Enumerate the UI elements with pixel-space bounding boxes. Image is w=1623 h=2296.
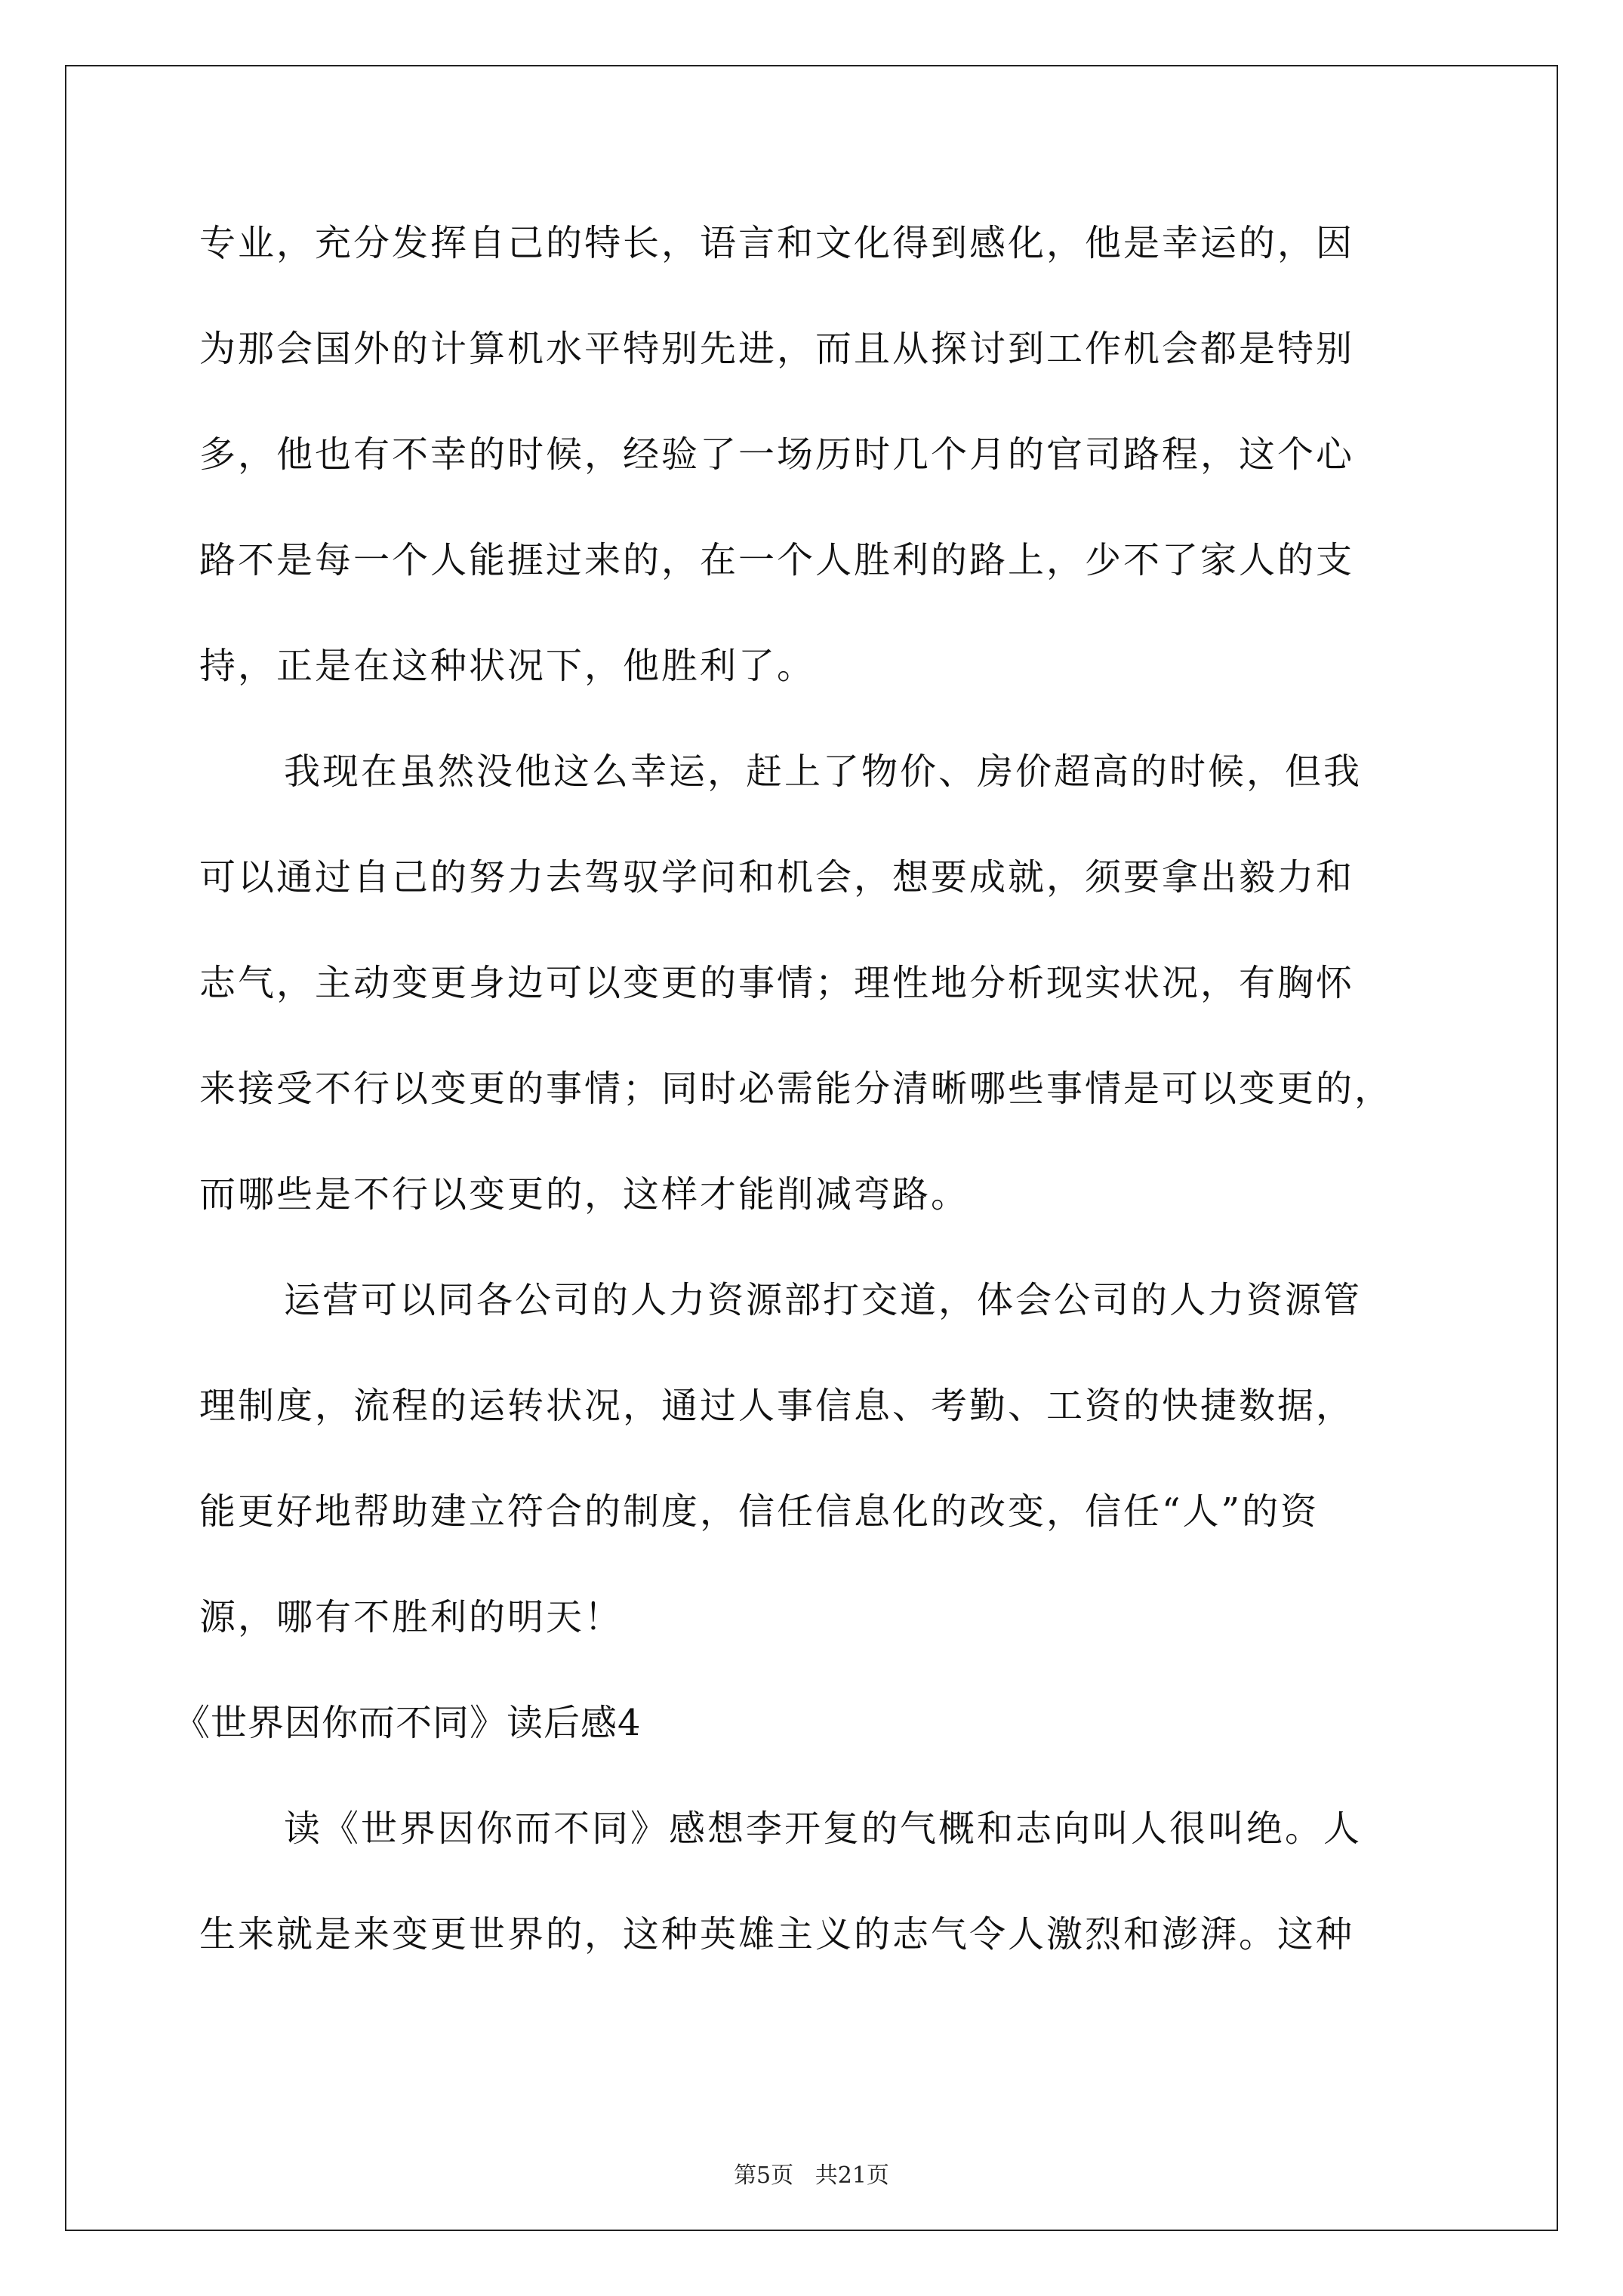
paragraph-line: 源，哪有不胜利的明天！: [199, 1596, 624, 1638]
paragraph-line: 来接受不行以变更的事情；同时必需能分清晰哪些事情是可以变更的，: [199, 1068, 1394, 1110]
paragraph-line: 持，正是在这种状况下，他胜利了。: [199, 645, 816, 687]
paragraph-line: 读《世界因你而不同》感想李开复的气概和志向叫人很叫绝。人: [284, 1808, 1363, 1850]
paragraph-line: 而哪些是不行以变更的，这样才能削减弯路。: [199, 1173, 970, 1216]
paragraph-line: 专业，充分发挥自己的特长，语言和文化得到感化，他是幸运的，因: [199, 222, 1355, 264]
paragraph-line: 生来就是来变更世界的，这种英雄主义的志气令人激烈和澎湃。这种: [199, 1913, 1355, 1955]
paragraph-line: 为那会国外的计算机水平特别先进，而且从探讨到工作机会都是特别: [199, 328, 1355, 370]
paragraph-line: 我现在虽然没他这么幸运，赶上了物价、房价超高的时候，但我: [284, 750, 1363, 793]
paragraph-line: 志气，主动变更身边可以变更的事情；理性地分析现实状况，有胸怀: [199, 962, 1355, 1004]
paragraph-line: 可以通过自己的努力去驾驭学问和机会，想要成就，须要拿出毅力和: [199, 856, 1355, 898]
paragraph-line: 理制度，流程的运转状况，通过人事信息、考勤、工资的快捷数据，: [199, 1385, 1355, 1427]
paragraph-line: 路不是每一个人能捱过来的，在一个人胜利的路上，少不了家人的支: [199, 539, 1355, 581]
paragraph-line: 运营可以同各公司的人力资源部打交道，体会公司的人力资源管: [284, 1279, 1363, 1321]
page-border: [65, 65, 1558, 2231]
section-heading: 《世界因你而不同》读后感4: [174, 1702, 642, 1744]
paragraph-line: 多，他也有不幸的时候，经验了一场历时几个月的官司路程，这个心: [199, 433, 1355, 476]
paragraph-line: 能更好地帮助建立符合的制度，信任信息化的改变，信任“人”的资: [199, 1490, 1320, 1533]
page-number-footer: 第5页 共21页: [734, 2162, 889, 2189]
